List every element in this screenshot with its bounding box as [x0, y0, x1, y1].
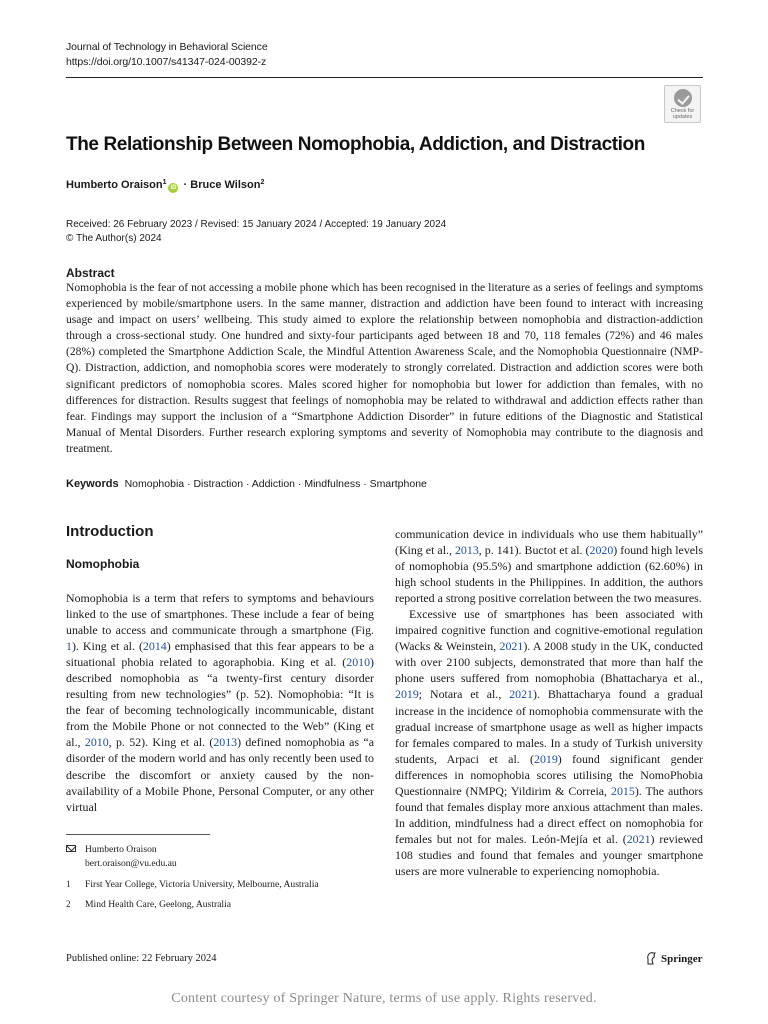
figure-ref[interactable]: 1 — [66, 639, 72, 654]
check-for-updates-badge[interactable] — [664, 85, 701, 123]
subsection-heading-nomophobia: Nomophobia — [66, 557, 140, 571]
section-heading-introduction: Introduction — [66, 523, 154, 540]
affiliation-1 — [66, 878, 374, 892]
footnote-rule — [66, 834, 210, 835]
citation-link[interactable]: 2020 — [589, 543, 614, 558]
author-list — [66, 179, 264, 193]
courtesy-watermark: Content courtesy of Springer Nature, terms of use apply. Rights reserved. — [171, 991, 597, 1006]
citation-link[interactable]: 2021 — [509, 687, 533, 702]
springer-logo — [645, 952, 703, 965]
springer-horse-icon — [645, 952, 657, 965]
article-dates — [66, 218, 446, 246]
paragraph: communication device in individuals who use them habitually” (King et al., 2013, p. 141). Buctot et al. (2020) found high levels of nomophobia (95.5%) and smartphone addiction (62.60%) in high school students in the Philippines. In addition, the authors reported a strong positive correlation between the two measures. — [395, 527, 703, 606]
affiliation-mark: 1 — [66, 879, 71, 889]
envelope-icon — [66, 845, 76, 852]
keywords-label: Keywords — [66, 478, 119, 490]
paragraph: Excessive use of smartphones has been associated with impaired cognitive function and cognitive-emotional regulation (Wacks & Weinstein, 2021). A 2008 study in the UK, conducted with over 2100 subjects, demonstrated that more than half the phone users suffered from nomophobia (Bhattacharya et al., 2019; Notara et al., 2021). Bhattacharya found a gradual increase in the incidence of nomophobia commensurate with the gradual increase of smartphone usage as well as higher impacts for females compared to males. In a study of Turkish university students, Arpaci et al. (2019) found significant gender differences in nomophobia scores utilising the NomoPhobia Questionnaire (NMPQ; Yildirim & Correia, 2015). The authors found that females display more anxious attachment than males. In addition, mindfulness had a direct effect on nomophobia for females but not for males. León-Mejía et al. (2021) reviewed 108 studies and found that females and younger smartphone users are more vulnerable to experiencing nomophobia. — [395, 607, 704, 878]
article-title: The Relationship Between Nomophobia, Addiction, and Distraction — [66, 134, 645, 155]
author-affiliation-mark: 2 — [260, 179, 265, 186]
citation-link[interactable]: 2021 — [626, 831, 651, 846]
springer-wordmark: Springer — [661, 952, 703, 965]
crossmark-icon — [674, 89, 692, 107]
copyright: © The Author(s) 2024 — [66, 233, 162, 244]
right-column-body — [395, 526, 703, 879]
header-rule — [66, 77, 703, 78]
affiliation-mark: 2 — [66, 898, 71, 909]
affiliation-2 — [66, 898, 374, 912]
doi-link[interactable]: https://doi.org/10.1007/s41347-024-00392-z — [66, 56, 267, 68]
paragraph: Nomophobia is a term that refers to symptoms and behaviours linked to the use of smartphones. These include a fear of being unable to access and communicate through a smartphone (Fig. 1). King et al. (2014) emphasised that this fear appears to be a situational phobia related to agoraphobia. King et al. (2010) described nomophobia as “a twenty-first century disorder resulting from new technologies” (p. 52). Nomophobia: “It is the fear of becoming technologically incommunicable, distant from the Mobile Phone or not connected to the Web” (King et al., 2010, p. 52). King et al. (2013) defined nomophobia as “a disorder of the modern world and has only recently been used to describe the discomfort or anxiety caused by the non-availability of a Mobile Phone, Personal Computer, or any other virtual — [66, 591, 374, 814]
citation-link[interactable]: 2014 — [142, 639, 167, 654]
corresponding-author — [66, 843, 374, 870]
citation-link[interactable]: 2013 — [454, 543, 479, 558]
published-online: Published online: 22 February 2024 — [66, 953, 217, 964]
citation-link[interactable]: 2010 — [84, 735, 109, 750]
left-column-body — [66, 590, 374, 815]
footnotes — [66, 843, 374, 915]
keywords — [66, 478, 427, 490]
keywords-text: Nomophobia · Distraction · Addiction · Mindfulness · Smartphone — [124, 478, 427, 490]
crossmark-line2: updates — [672, 114, 693, 120]
author-name[interactable]: Humberto Oraison — [66, 179, 163, 191]
author-separator: · — [183, 179, 188, 191]
journal-name: Journal of Technology in Behavioral Science — [66, 41, 268, 53]
author-affiliation-mark: 1 — [162, 179, 167, 186]
citation-link[interactable]: 2015 — [611, 783, 635, 798]
citation-link[interactable]: 2019 — [534, 751, 558, 766]
affiliation-text: Mind Health Care, Geelong, Australia — [85, 898, 231, 910]
citation-link[interactable]: 2019 — [395, 687, 419, 702]
citation-link[interactable]: 2021 — [499, 639, 524, 654]
crossmark-line1: Check for — [670, 108, 695, 114]
journal-header — [66, 40, 268, 70]
contact-name: Humberto Oraison — [85, 844, 157, 855]
affiliation-text: First Year College, Victoria University, Melbourne, Australia — [85, 879, 319, 890]
abstract-heading: Abstract — [66, 266, 115, 280]
abstract-text: Nomophobia is the fear of not accessing a mobile phone which has been recognised in the literature as a series of feelings and symptoms experienced by mobile/smartphone users. In the same manner, distraction and addiction have been found to interact with increasing usage and impact on users’ wellbeing. This study aimed to explore the relationship between nomophobia and distraction-addiction through a cross-sectional study. One hundred and sixty-four participants aged between 18 and 70, 118 females (72%) and 46 males (28%) completed the Smartphone Addiction Scale, the Mindful Attention Awareness Scale, and the Nomophobia Questionnaire (NMP-Q). Distraction, addiction, and nomophobia scores were moderately to strongly correlated. Distraction and addiction scores were both significant predictors of nomophobia scores. Males scored higher for nomophobia but lower for addiction than females, with no differences for distraction. Results suggest that feelings of nomophobia may be related to withdrawal and addiction effects rather than fear. Findings may support the inclusion of a “Smartphone Addiction Disorder” in future editions of the Diagnostic and Statistical Manual of Mental Disorders. Further research exploring symptoms and severity of Nomophobia may contribute to the diagnosis and treatment. — [66, 281, 703, 455]
citation-link[interactable]: 2013 — [213, 735, 238, 750]
history-dates: Received: 26 February 2023 / Revised: 15 January 2024 / Accepted: 19 January 2024 — [66, 219, 447, 230]
author-name[interactable]: Bruce Wilson — [190, 179, 261, 191]
orcid-icon[interactable]: iD — [170, 185, 177, 191]
contact-email[interactable]: bert.oraison@vu.edu.au — [85, 857, 177, 869]
citation-link[interactable]: 2010 — [346, 655, 371, 670]
